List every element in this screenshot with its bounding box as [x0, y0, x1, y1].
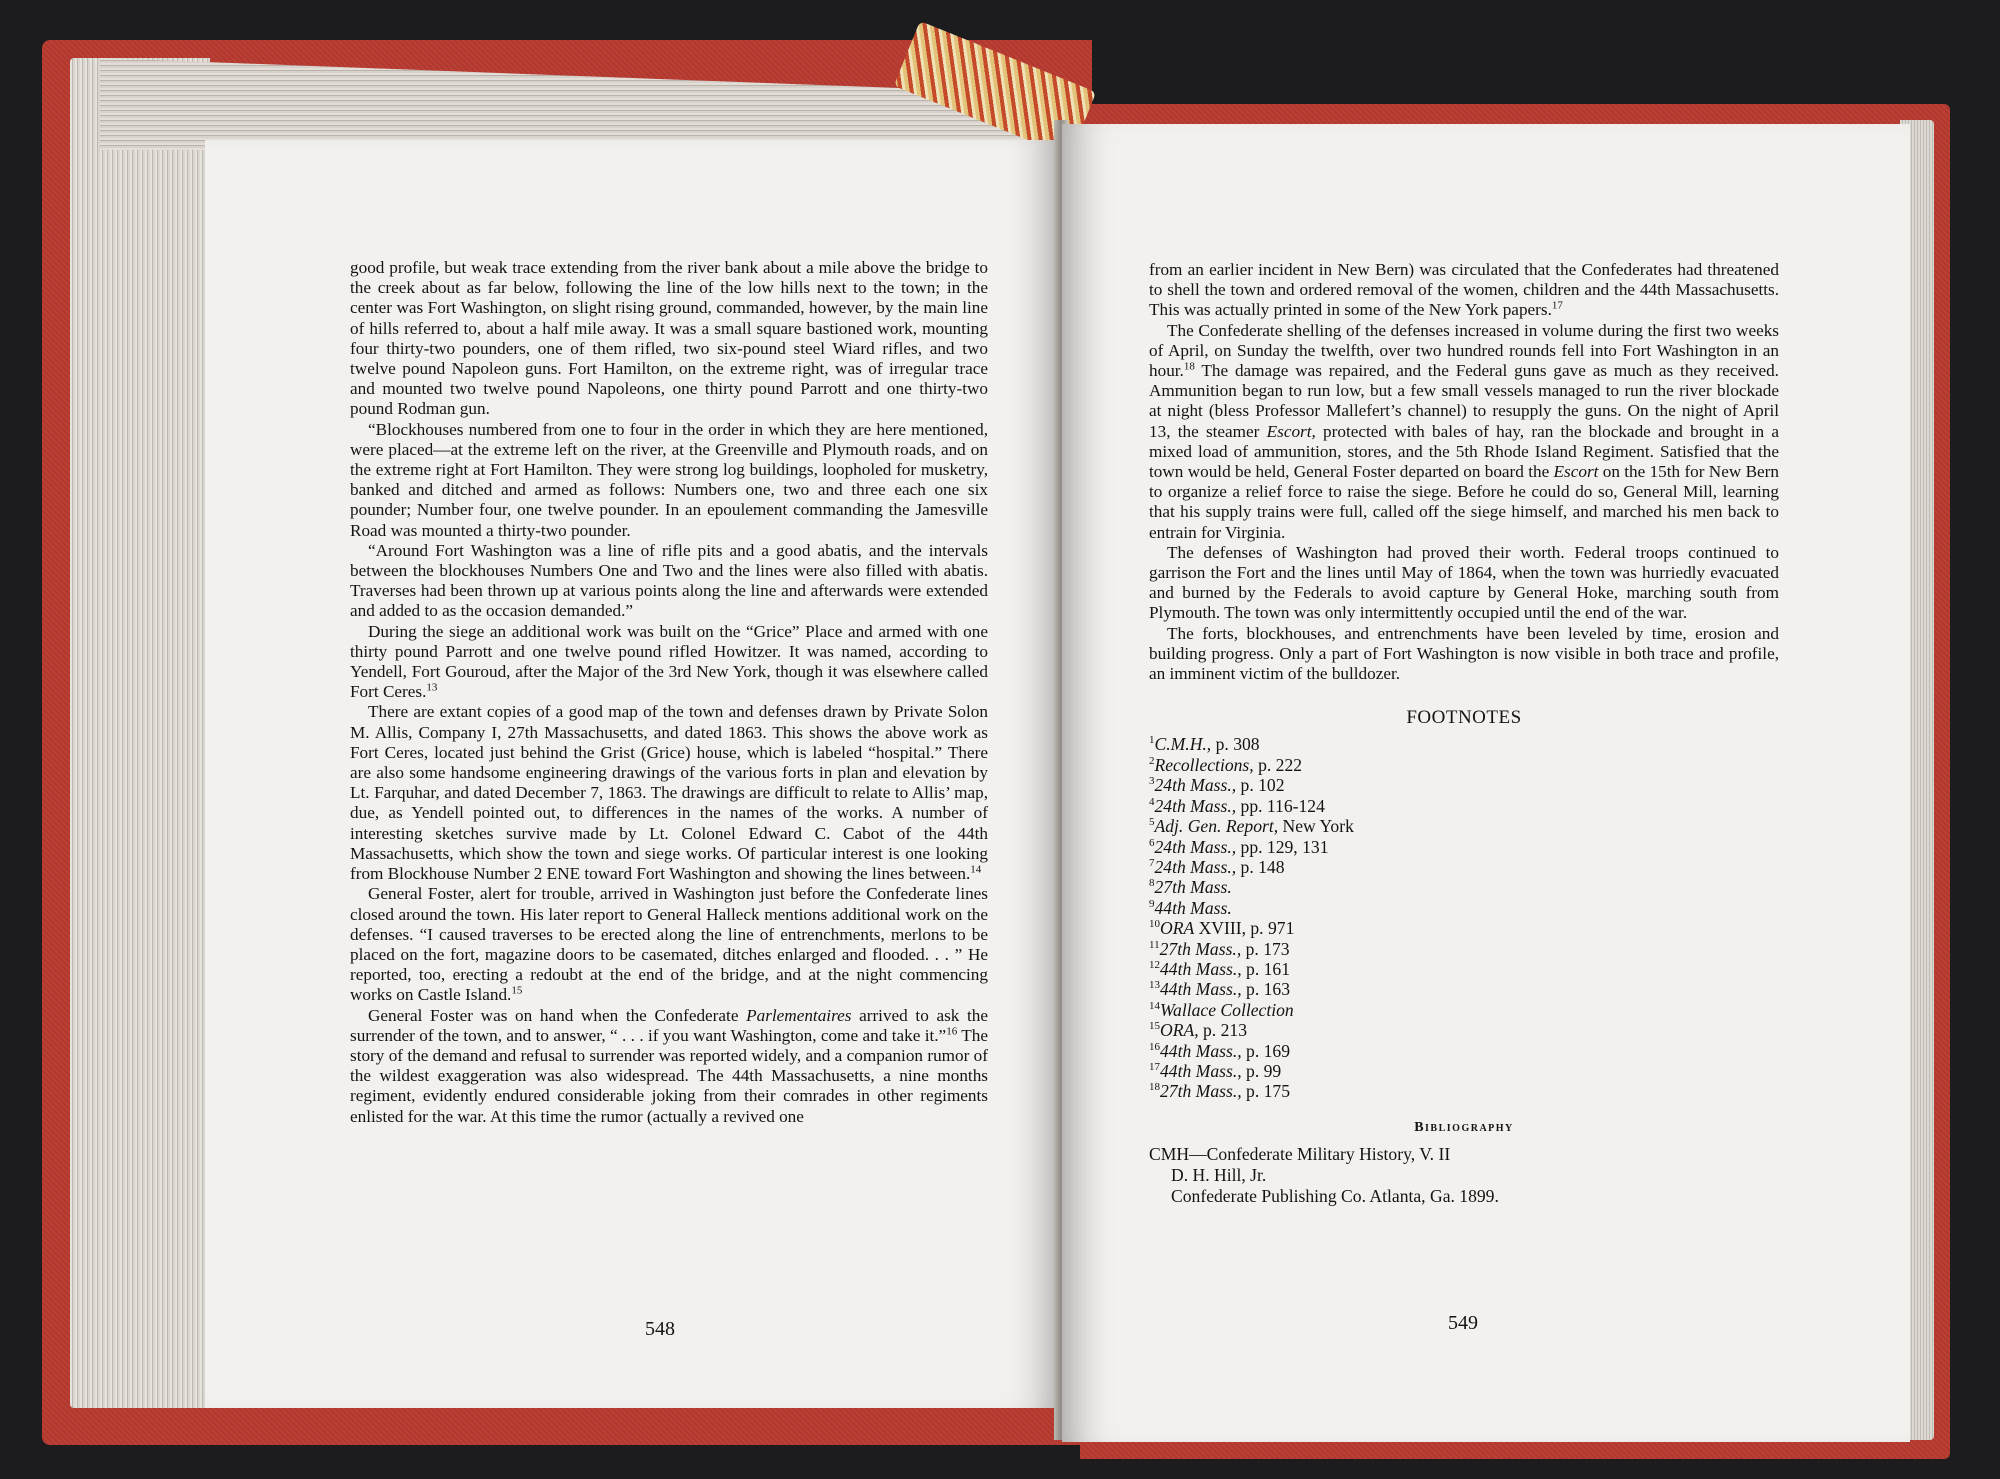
footnotes-heading: FOOTNOTES [1406, 707, 1522, 729]
footnote-number: 14 [1149, 999, 1160, 1012]
footnote-source: 27th Mass. [1154, 877, 1232, 898]
footnote-item [1149, 837, 1779, 857]
footnote-page: p. 161 [1241, 958, 1291, 979]
footnote-number: 10 [1149, 918, 1160, 931]
footnote-item [1149, 939, 1779, 959]
italic-term: Escort [1553, 462, 1599, 482]
footnote-source: C.M.H., [1154, 734, 1212, 755]
footnote-number: 17 [1149, 1061, 1160, 1074]
footnote-page: New York [1278, 816, 1354, 837]
footnote-page: p. 99 [1241, 1060, 1282, 1081]
footnote-item [1149, 816, 1779, 836]
bibliography-author: D. H. Hill, Jr. [1171, 1164, 1267, 1185]
footnote-item [1149, 755, 1779, 775]
note-mark: 16 [946, 1024, 958, 1037]
footnote-number: 16 [1149, 1040, 1160, 1053]
footnote-number: 3 [1149, 775, 1155, 788]
footnote-number: 7 [1149, 857, 1155, 870]
footnotes-list [1149, 734, 1779, 1101]
left-page [205, 140, 1060, 1408]
footnote-source: 24th Mass., [1154, 836, 1237, 857]
footnote-item [1149, 857, 1779, 877]
footnote-source: 24th Mass., [1154, 775, 1237, 796]
footnote-source: 44th Mass., [1160, 958, 1242, 979]
paragraph: The defenses of Washington had proved their worth. Federal troops continued to garrison the Fort and the lines until May of 1864, when the town was hurriedly evacuated and burned by the Federals to avoid capture by General Hoke, marching south from Plymouth. The town was only intermittently occupied until the end of the war. [1149, 542, 1779, 623]
right-page-text [1149, 260, 1779, 1207]
footnote-item [1149, 1020, 1779, 1040]
footnote-page: pp. 129, 131 [1236, 836, 1329, 857]
footnote-number: 4 [1149, 795, 1155, 808]
footnote-number: 15 [1149, 1020, 1160, 1033]
footnote-source: ORA [1160, 918, 1195, 939]
bibliography-entry: CMH—Confederate Military History, V. II [1149, 1143, 1451, 1164]
note-mark: 14 [970, 863, 982, 876]
footnote-number: 2 [1149, 755, 1155, 768]
footnote-source: 24th Mass., [1154, 795, 1237, 816]
footnote-source: ORA, [1160, 1020, 1199, 1041]
footnote-source: 44th Mass., [1160, 1040, 1242, 1061]
footnote-number: 9 [1149, 897, 1155, 910]
footnote-item [1149, 1081, 1779, 1101]
bibliography-heading: Bibliography [1414, 1119, 1514, 1135]
footnote-number: 6 [1149, 836, 1155, 849]
right-page [1062, 124, 1910, 1442]
footnote-number: 13 [1149, 979, 1160, 992]
footnote-item [1149, 1041, 1779, 1061]
footnote-source: 24th Mass., [1154, 856, 1237, 877]
footnote-number: 11 [1149, 938, 1160, 951]
footnote-page: p. 222 [1253, 754, 1303, 775]
footnote-page: p. 213 [1198, 1020, 1247, 1041]
footnote-source: Adj. Gen. Report, [1154, 816, 1279, 837]
footnote-page: p. 173 [1241, 938, 1290, 959]
footnote-item [1149, 796, 1779, 816]
footnote-source: Recollections, [1154, 754, 1254, 775]
paragraph: The forts, blockhouses, and entrenchments have been leveled by time, erosion and building progress. Only a part of Fort Washington is now visible in both trace and profile, an imminent victim of the bulldozer. [1149, 623, 1779, 684]
italic-term: Parlementaires [746, 1005, 852, 1025]
footnote-page: p. 102 [1236, 775, 1285, 796]
footnote-item [1149, 734, 1779, 754]
footnote-source: 27th Mass., [1160, 1081, 1242, 1102]
footnote-number: 5 [1149, 816, 1155, 829]
footnote-item [1149, 1061, 1779, 1081]
paragraph: The Confederate shelling of the defenses increased in volume during the first two weeks of April, on Sunday the twelfth, over two hundred rounds fell into Fort Washington in an hour.$^{18}$ The damage was repaired, and the Federal guns gave as much as they received. Ammunition began to run low, but a few small vessels managed to run the river blockade at night (bless Professor Mallefert’s channel) to resupply the guns. On the night of April 13, the steamer Escort, protected with bales of hay, ran the blockade and brought in a mixed load of ammunition, stores, and the 5th Rhode Island Regiment. Satisfied that the town would be held, General Foster departed on board the Escort on the 15th for New Bern to organize a relief force to raise the siege. Before he could do so, General Mill, learning that his supply trains were full, called off the siege himself, and marched his men back to entrain for Virginia. [1149, 320, 1780, 542]
footnote-page: p. 169 [1241, 1040, 1291, 1061]
page-number-right: 549 [1448, 1312, 1478, 1334]
footnote-number: 12 [1149, 959, 1160, 972]
paragraph: “Around Fort Washington was a line of rifle pits and a good abatis, and the intervals between the blockhouses Numbers One and Two and the lines were also filled with abatis. Traverses had been thrown up at various points along the line and afterwards were extended and added to as the occasion demanded.” [350, 540, 988, 621]
footnote-source: Wallace Collection [1160, 999, 1294, 1020]
footnote-page: p. 175 [1241, 1081, 1291, 1102]
paragraph: from an earlier incident in New Bern) was circulated that the Confederates had threatened to shell the town and ordered removal of the women, children and the 44th Massachusetts. This was actually printed in some of the New York papers.$^{17}$ [1149, 260, 1779, 320]
footnote-item [1149, 775, 1779, 795]
paragraph: “Blockhouses numbered from one to four in the order in which they are here mentioned, were placed—at the extreme left on the river, at the Greenville and Plymouth roads, and on the extreme right at Fort Hamilton. They were strong log buildings, loopholed for musketry, banked and ditched and armed as follows: Numbers one, two and three each one six pounder; Number four, one twelve pounder. In an epoulement commanding the Jamesville Road was mounted a thirty-two pounder. [350, 419, 988, 540]
paragraph: During the siege an additional work was built on the “Grice” Place and armed with one thirty pound Parrott and one twelve pound rifled Howitzer. It was named, according to Yendell, Fort Gouroud, after the Major of the 3rd New York, though it was elsewhere called Fort Ceres.$^{13}$ [350, 621, 988, 702]
footnote-item [1149, 979, 1779, 999]
footnote-page: pp. 116-124 [1236, 795, 1325, 816]
italic-term: Escort, [1266, 421, 1316, 441]
note-mark: 13 [426, 681, 438, 694]
footnote-page: p. 308 [1211, 734, 1260, 755]
footnote-number: 1 [1149, 734, 1155, 747]
paragraph: good profile, but weak trace extending from the river bank about a mile above the bridge to the creek about as far below, following the line of the low hills next to the town; in the center was Fort Washington, on slight rising ground, commanded, however, by the main line of hills referred to, about a half mile away. It was a small square bastioned work, mounting four thirty-two pounders, one of them rifled, two six-pound steel Wiard rifles, and two twelve pound Napoleon guns. Fort Hamilton, on the extreme right, was of irregular trace and mounted two twelve pound Napoleons, one thirty pound Parrott and one thirty-two pound Rodman gun. [350, 258, 988, 419]
note-mark: 17 [1551, 299, 1563, 312]
footnote-page: p. 148 [1236, 856, 1285, 877]
footnote-source: 27th Mass., [1159, 938, 1242, 959]
footnote-item [1149, 918, 1779, 938]
paragraph: General Foster, alert for trouble, arrived in Washington just before the Confederate lines closed around the town. His later report to General Halleck mentions additional work on the defenses. “I caused traverses to be erected along the line of entrenchments, merlons to be placed on the fort, magazine doors to be casemated, ditches enlarged and flooded. . . ” He reported, too, erecting a redoubt at the end of the bridge, and at the night commencing works on Castle Island.$^{15}$ [350, 884, 988, 1005]
page-number-left: 548 [645, 1318, 675, 1340]
footnote-page: p. 163 [1241, 979, 1291, 1000]
footnote-item [1149, 877, 1779, 897]
left-page-text [350, 258, 988, 1127]
footnote-source: 44th Mass., [1160, 979, 1242, 1000]
footnote-page: XVIII, p. 971 [1194, 918, 1295, 939]
footnote-number: 18 [1149, 1081, 1160, 1094]
footnote-item [1149, 1000, 1779, 1020]
footnote-item [1149, 959, 1779, 979]
footnote-number: 8 [1149, 877, 1155, 890]
footnote-source: 44th Mass. [1154, 897, 1232, 918]
note-mark: 18 [1183, 360, 1195, 373]
paragraph: There are extant copies of a good map of the town and defenses drawn by Private Solon M. Allis, Company I, 27th Massachusetts, and dated 1863. This shows the above work as Fort Ceres, located just behind the Grist (Grice) house, which is labeled “hospital.” There are also some handsome engineering drawings of the various forts in plan and elevation by Lt. Farquhar, and dated December 7, 1863. The drawings are difficult to relate to Allis’ map, due, as Yendell pointed out, to differences in the names of the works. A number of interesting sketches survive made by Lt. Colonel Edward C. Cabot of the 44th Massachusetts, which show the town and siege works. Of particular interest is one looking from Blockhouse Number 2 ENE toward Fort Washington and showing the lines between.$^{14}$ [350, 702, 988, 884]
page-edges-left [70, 58, 210, 1408]
footnote-source: 44th Mass., [1160, 1060, 1242, 1081]
paragraph: General Foster was on hand when the Confederate Parlementaires arrived to ask the surrender of the town, and to answer, “ . . . if you want Washington, come and take it.”$^{16}$ The story of the demand and refusal to surrender was reported widely, and a companion rumor of the wildest exaggeration was also widespread. The 44th Massachusetts, a nine months regiment, evidently endured considerable joking from their comrades in other regiments enlisted for the war. At this time the rumor (actually a revived one [350, 1005, 989, 1126]
footnote-item [1149, 898, 1779, 918]
note-mark: 15 [511, 984, 523, 997]
bibliography-publisher: Confederate Publishing Co. Atlanta, Ga. 1899. [1171, 1185, 1499, 1206]
